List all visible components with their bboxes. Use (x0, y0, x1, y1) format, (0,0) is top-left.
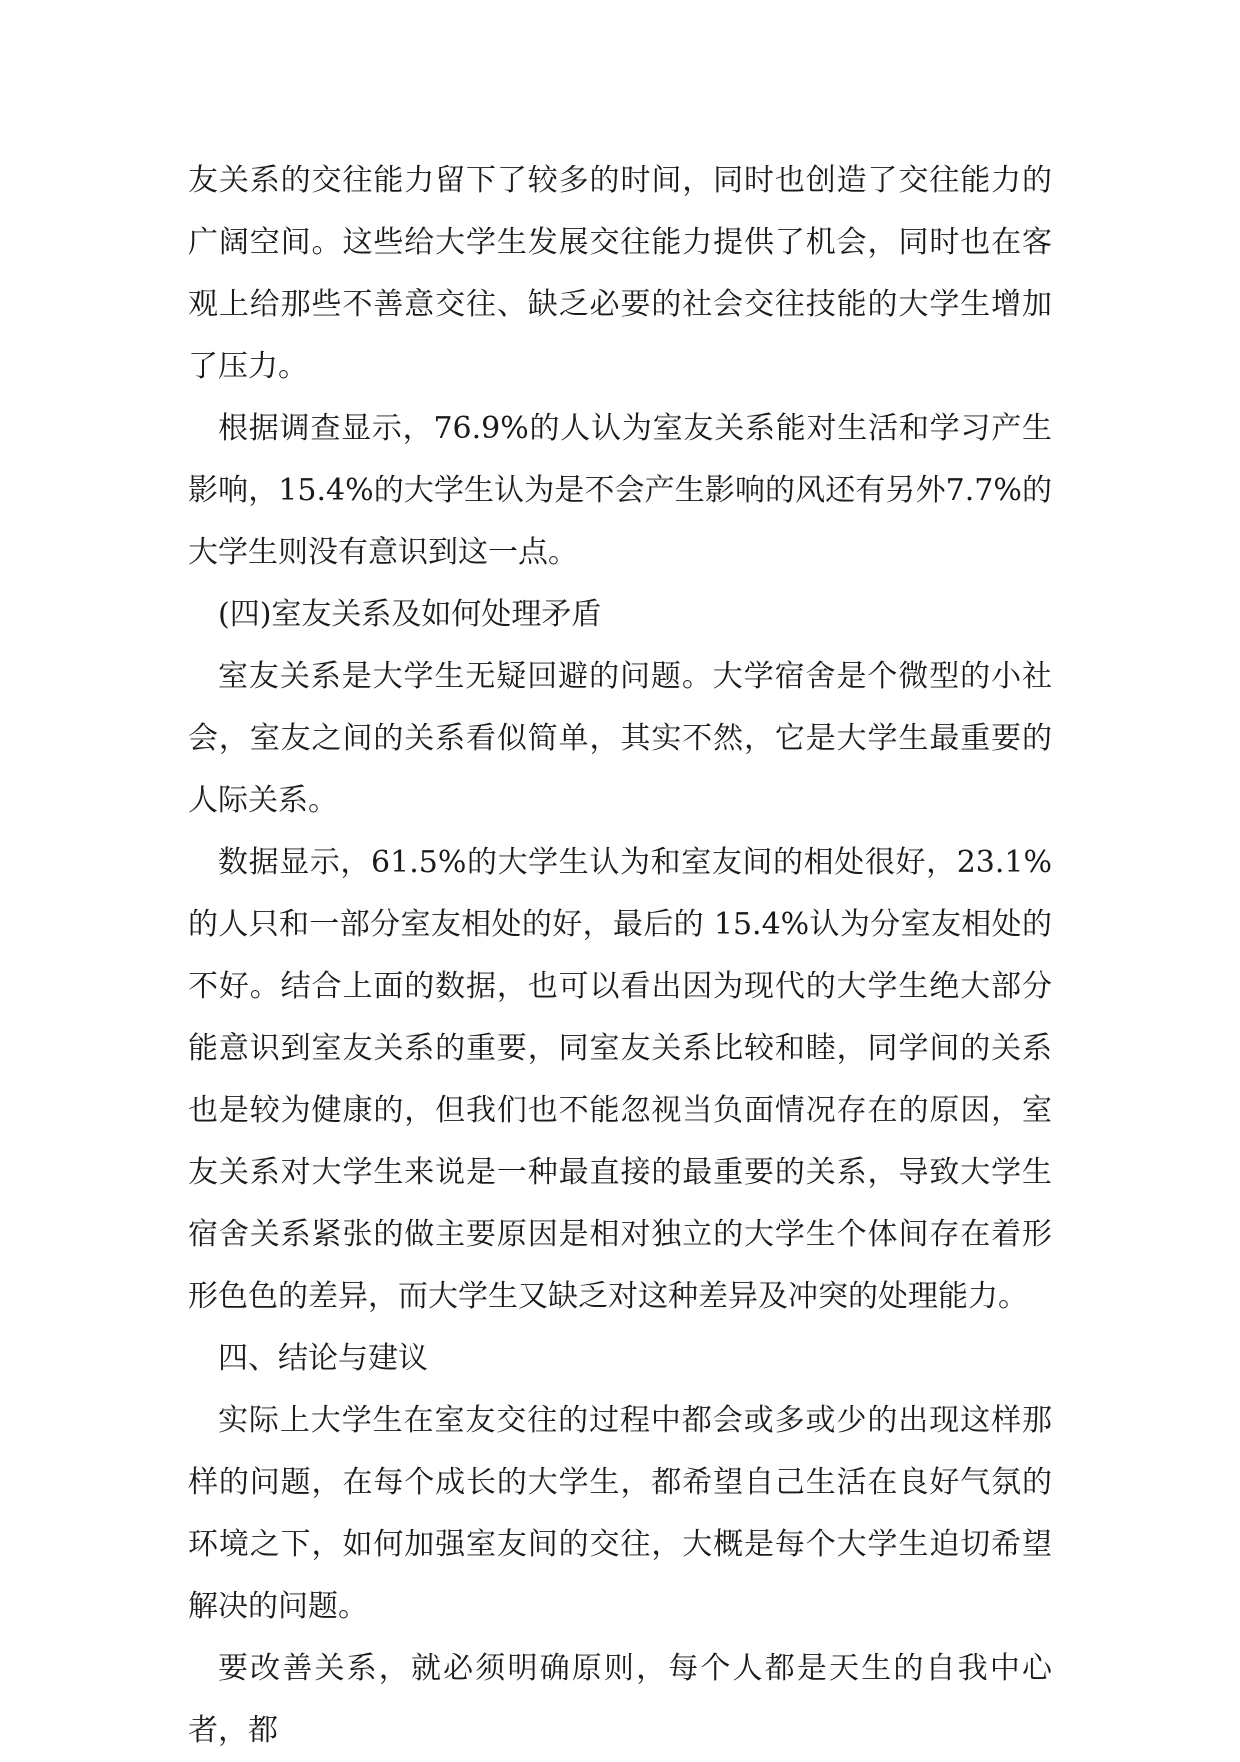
section-heading: (四)室友关系及如何处理矛盾 (218, 597, 602, 632)
section-heading: 四、结论与建议 (218, 1341, 428, 1376)
body-paragraph: 实际上大学生在室友交往的过程中都会或多或少的出现这样那样的问题，在每个成长的大学生，都希望自己生活在良好气氛的环境之下，如何加强室友间的交往，大概是每个大学生迫切希望解决的问题。 (188, 1403, 1052, 1624)
document-body (188, 150, 1052, 1762)
body-paragraph: 友关系的交往能力留下了较多的时间，同时也创造了交往能力的广阔空间。这些给大学生发展交往能力提供了机会，同时也在客观上给那些不善意交往、缺乏必要的社会交往技能的大学生增加了压力。 (188, 163, 1052, 384)
body-paragraph: 根据调查显示，76.9%的人认为室友关系能对生活和学习产生影响，15.4%的大学生认为是不会产生影响的风还有另外7.7%的大学生则没有意识到这一点。 (188, 411, 1052, 570)
body-paragraph: 室友关系是大学生无疑回避的问题。大学宿舍是个微型的小社会，室友之间的关系看似简单，其实不然，它是大学生最重要的人际关系。 (188, 659, 1052, 818)
body-paragraph: 数据显示，61.5%的大学生认为和室友间的相处很好，23.1%的人只和一部分室友相处的好，最后的 15.4%认为分室友相处的不好。结合上面的数据，也可以看出因为现代的大学生绝大部分能意识到室友关系的重要，同室友关系比较和睦，同学间的关系也是较为健康的，但我们也不能忽视当负面情况存在的原因，室友关系对大学生来说是一种最直接的最重要的关系，导致大学生宿舍关系紧张的做主要原因是相对独立的大学生个体间存在着形形色色的差异，而大学生又缺乏对这种差异及冲突的处理能力。 (188, 845, 1052, 1314)
body-paragraph: 要改善关系，就必须明确原则，每个人都是天生的自我中心者，都 (188, 1651, 1052, 1748)
